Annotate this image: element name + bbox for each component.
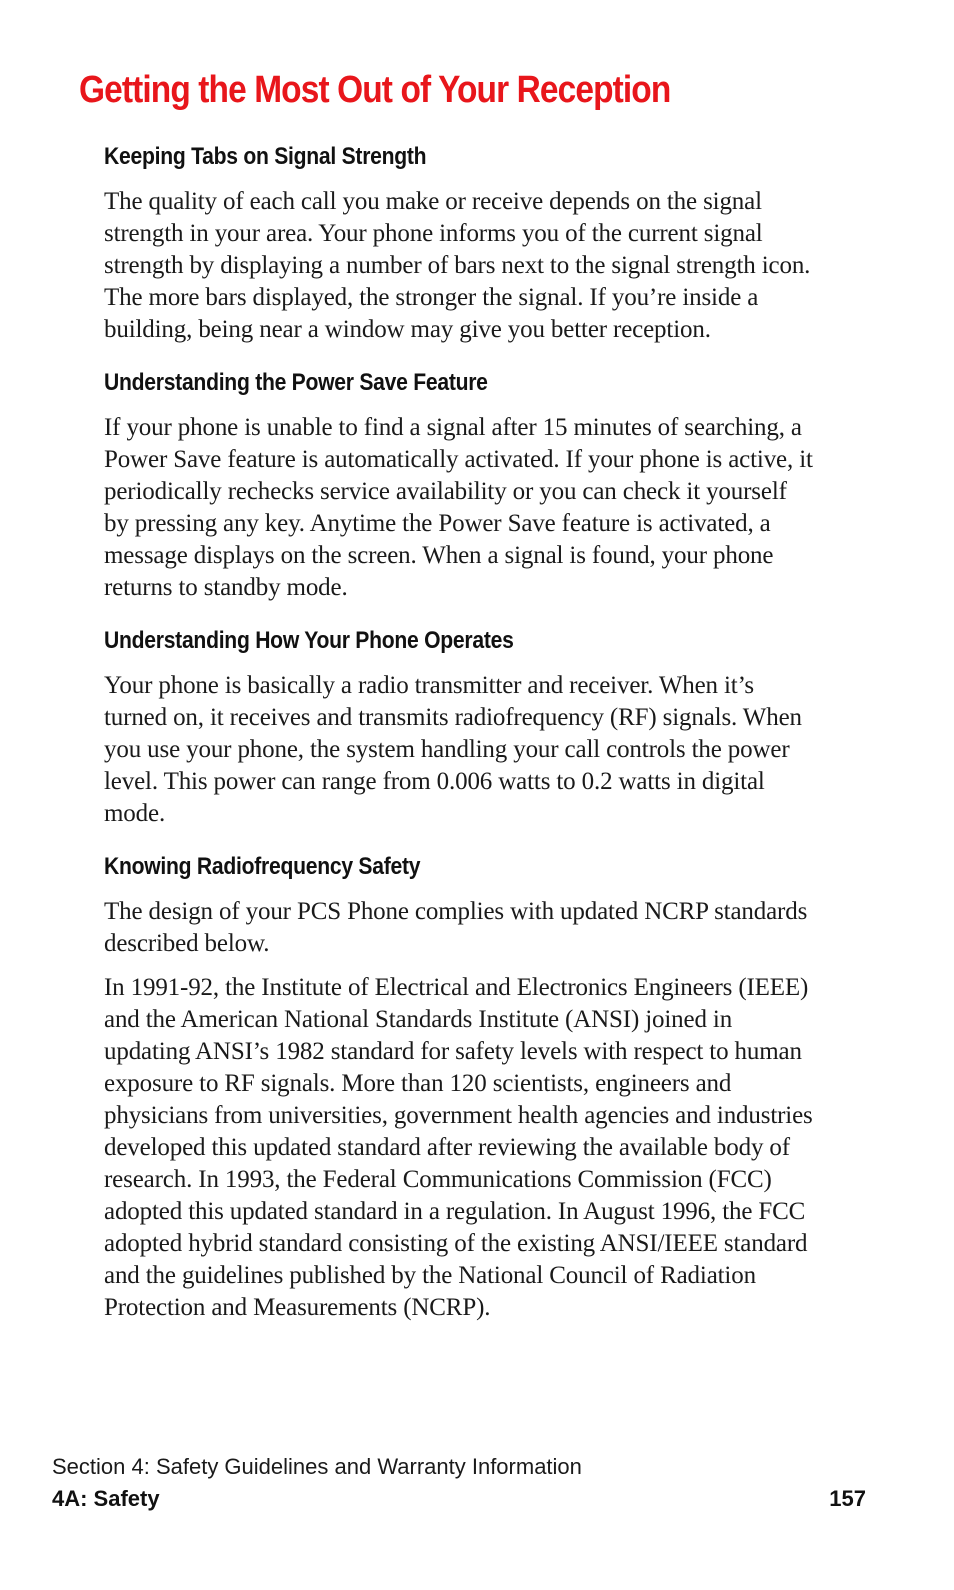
section-heading: Keeping Tabs on Signal Strength — [104, 143, 427, 170]
section-heading: Understanding How Your Phone Operates — [104, 627, 514, 654]
page-content — [104, 140, 816, 1324]
paragraph: The design of your PCS Phone complies with updated NCRP standards described below. — [104, 898, 808, 957]
section-heading: Understanding the Power Save Feature — [104, 369, 488, 396]
paragraph: In 1991-92, the Institute of Electrical and Electronics Engineers (IEEE) and the American National Standards Institute (ANSI) joined in updating ANSI’s 1982 standard for safety levels with respect to human exposure to RF signals. More than 120 scientists, engineers and physicians from universities, government health agencies and industries developed this updated standard after reviewing the available body of research. In 1993, the Federal Communications Commission (FCC) adopted this updated standard in a regulation. In August 1996, the FCC adopted hybrid standard consisting of the existing ANSI/IEEE standard and the guidelines published by the National Council of Radiation Protection and Measurements (NCRP). — [104, 974, 813, 1321]
section-rf-safety — [104, 850, 816, 1324]
section-power-save — [104, 366, 816, 604]
section-heading: Knowing Radiofrequency Safety — [104, 853, 421, 880]
paragraph: The quality of each call you make or receive depends on the signal strength in your area. Your phone informs you of the current signal strength by displaying a number of bars next to the signal strength icon. The more bars displayed, the stronger the signal. If you’re inside a building, being near a window may give you better reception. — [104, 188, 811, 343]
section-signal-strength — [104, 140, 816, 346]
footer-chapter-label: 4A: Safety — [52, 1486, 160, 1511]
paragraph: Your phone is basically a radio transmitter and receiver. When it’s turned on, it receives and transmits radiofrequency (RF) signals. When you use your phone, the system handling your call controls the power level. This power can range from 0.006 watts to 0.2 watts in digital mode. — [104, 672, 802, 827]
footer-section-label: Section 4: Safety Guidelines and Warranty Information — [52, 1454, 582, 1479]
section-phone-operates — [104, 624, 816, 830]
page-title: Getting the Most Out of Your Reception — [79, 69, 671, 111]
paragraph: If your phone is unable to find a signal after 15 minutes of searching, a Power Save feature is automatically activated. If your phone is active, it periodically rechecks service availability or you can check it yourself by pressing any key. Anytime the Power Save feature is activated, a message displays on the screen. When a signal is found, your phone returns to standby mode. — [104, 414, 813, 601]
page-number: 157 — [829, 1486, 866, 1511]
